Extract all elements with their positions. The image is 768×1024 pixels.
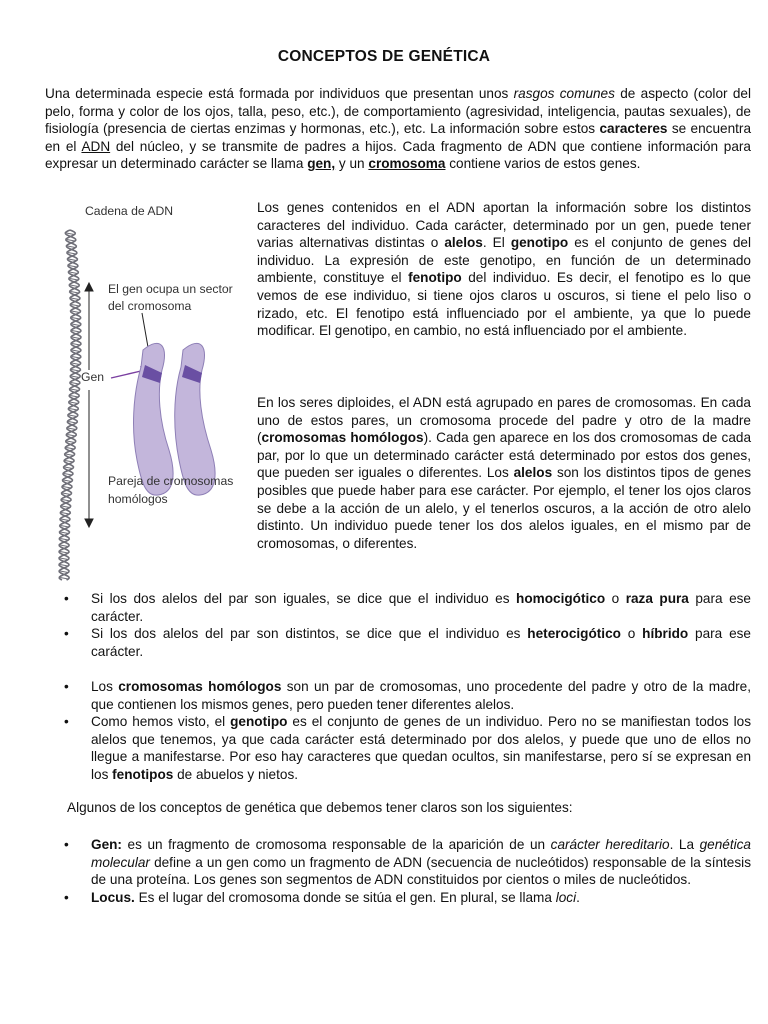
dna-base-pair <box>66 454 74 456</box>
text: del núcleo, y se transmite de padres a hijos. Cada fragmento de ADN que contiene información para expresar un determinado carácter se llama <box>45 138 751 172</box>
dna-base-pair <box>65 467 73 469</box>
dna-base-pair <box>60 552 68 554</box>
text: Si los dos alelos del par son iguales, se dice que el individuo es <box>91 591 517 606</box>
bold-term: genotipo <box>230 714 288 730</box>
dna-base-pair <box>61 513 69 515</box>
genes-paragraph <box>257 199 751 340</box>
concepts-bullet-list <box>64 836 751 906</box>
text: . El <box>482 235 511 251</box>
italic-text: loci <box>555 889 577 905</box>
dna-base-pair <box>70 396 78 398</box>
bold-term: cromosomas homólogos <box>261 430 424 446</box>
bold-term: genotipo <box>510 235 569 251</box>
bullet-icon: • <box>64 889 69 905</box>
dna-base-pair <box>71 383 79 385</box>
text: Una determinada especie está formada por individuos que presentan unos <box>45 86 514 101</box>
bullet-icon: • <box>64 837 69 852</box>
dna-base-pair <box>60 539 68 541</box>
text: . <box>576 889 580 905</box>
dna-base-pair <box>60 532 68 534</box>
dna-base-pair <box>71 298 79 300</box>
dna-base-pair <box>61 519 69 521</box>
dna-base-pair <box>68 259 76 261</box>
text: son los distintos tipos de genes posibles que puede haber para ese carácter. Por ejemplo, el tener los ojos claros se debe a la acción de un alelo, y el tenerlos oscuros, a la acción de otro alelo distinto. Un individuo puede tener los dos alelos iguales, en el mismo par de cromosomas, o diferentes. <box>257 465 751 551</box>
text: para ese carácter. <box>91 626 751 659</box>
text: En los seres diploides, el ADN está agrupado en pares de cromosomas. En cada uno de estos pares, un cromosoma procede del padre y otro de la madre ( <box>257 395 751 446</box>
text: es el conjunto de genes del individuo. La expresión de este genotipo, en función de un determinado ambiente, constituye el <box>257 235 752 286</box>
bold-term: homocigótico <box>516 591 606 606</box>
dna-base-pair <box>64 474 72 476</box>
bold-term: caracteres <box>599 121 668 137</box>
text: . La <box>669 837 700 852</box>
text: Como hemos visto, el <box>91 714 231 730</box>
list-item <box>64 678 751 713</box>
dna-base-pair <box>62 506 70 508</box>
gene-label-line2: del cromosoma <box>108 299 192 313</box>
dna-base-pair <box>72 331 80 333</box>
dna-helix <box>59 230 81 580</box>
diploid-paragraph <box>257 394 751 552</box>
list-item <box>64 590 751 625</box>
dna-base-pair <box>69 272 77 274</box>
text: para ese carácter. <box>91 591 751 624</box>
bold-term: alelos <box>444 235 483 251</box>
dna-base-pair <box>61 526 69 528</box>
bullet-icon: • <box>64 591 69 606</box>
gene-span-arrows <box>85 283 93 527</box>
dna-base-pair <box>71 311 79 313</box>
bullet-icon: • <box>64 626 69 642</box>
gen-label: Gen <box>81 370 105 384</box>
text: Si los dos alelos del par son distintos, se dice que el individuo es <box>91 626 528 642</box>
dna-base-pair <box>60 565 68 567</box>
bullet-icon: • <box>64 679 69 694</box>
text: o <box>620 626 643 642</box>
dna-base-pair <box>64 480 72 482</box>
text: es el conjunto de genes de un individuo. Pero no se manifiestan todos los alelos que tenemos, ya que cada carácter está determinado por dos alelos, y puede que uno de ellos no llegue a manifestarse. Por eso hay caracteres que quedan ocultos, sin manifestarse, pero sí se expresan en los <box>91 714 751 782</box>
text: son un par de cromosomas, uno procedente del padre y otro de la madre, que contienen los mismos genes, pero pueden tener diferentes alelos. <box>91 679 752 712</box>
dna-base-pair <box>60 571 68 573</box>
text: de aspecto (color del pelo, forma y color de los ojos, talla, peso, etc.), de comportamiento (agresividad, inteligencia, pautas sexuales), de fisiología (presencia de ciertas enzimas y hormonas, etc.), etc. La información sobre estos <box>45 86 751 137</box>
bold-term: raza pura <box>625 591 689 606</box>
bold-term: híbrido <box>642 626 689 642</box>
text: se encuentra en el <box>45 121 751 154</box>
text: Es el lugar del cromosoma donde se sitúa el gen. En plural, se llama <box>134 889 556 905</box>
dna-base-pair <box>68 422 76 424</box>
dna-base-pair <box>66 448 74 450</box>
italic-text: carácter hereditario <box>550 837 670 852</box>
intro-paragraph <box>45 85 751 173</box>
concepts-lead: Algunos de los conceptos de genética que debemos tener claros son los siguientes: <box>67 800 573 815</box>
bullet-icon: • <box>64 714 69 730</box>
dna-base-pair <box>72 324 80 326</box>
dna-base-pair <box>72 363 80 365</box>
list-item <box>64 889 751 907</box>
dna-base-pair <box>72 357 80 359</box>
dna-base-pair <box>72 350 80 352</box>
figure-title: Cadena de ADN <box>85 204 174 218</box>
dna-base-pair <box>67 441 75 443</box>
bold-term: Gen: <box>91 837 122 852</box>
dna-base-pair <box>60 578 68 580</box>
text: o <box>605 591 626 606</box>
text: Los <box>91 679 119 694</box>
list-item <box>64 625 751 660</box>
gene-label-line1: El gen ocupa un sector <box>108 282 233 296</box>
dna-base-pair <box>71 305 79 307</box>
dna-base-pair <box>62 500 70 502</box>
page-title: CONCEPTOS DE GENÉTICA <box>277 48 491 65</box>
dna-base-pair <box>71 370 79 372</box>
text: ). Cada gen aparece en los dos cromosomas de cada par, por lo que un determinado carácter está determinado por estos dos genes, que pueden ser iguales o diferentes. Los <box>257 430 752 481</box>
text: define a un gen como un fragmento de ADN (secuencia de nucleótidos) responsable de la síntesis de una proteína. Los genes son segmentos de ADN constituidos por cientos o miles de nucleótidos. <box>91 854 751 888</box>
list-item <box>64 836 751 889</box>
dna-base-pair <box>65 461 73 463</box>
pair-label-line2: homólogos <box>108 492 168 506</box>
bold-term: heterocigótico <box>527 626 621 642</box>
text: del individuo. Es decir, el fenotipo es lo que vemos de ese individuo, si tiene ojos claros u oscuros, si tiene el pelo liso o rizado, etc. El fenotipo está influenciado por el ambiente, ya que lo puede modificar. El genotipo, en cambio, no está influenciado por el ambiente. <box>257 270 751 339</box>
bold-term: fenotipos <box>112 766 174 782</box>
bold-term: Locus. <box>91 889 135 905</box>
homologous-bullet-list <box>64 678 751 784</box>
text: Los genes contenidos en el ADN aportan la información sobre los distintos caracteres del individuo. Cada carácter, determinado por un gen, puede tener varias alternativas distintas o <box>257 200 751 251</box>
dna-base-pair <box>60 558 68 560</box>
bold-term: fenotipo <box>408 270 462 286</box>
dna-base-pair <box>67 435 75 437</box>
dna-base-pair <box>70 402 78 404</box>
dna-base-pair <box>70 285 78 287</box>
italic-text: genética molecular <box>91 837 751 870</box>
bold-term: gen, <box>307 156 336 172</box>
dna-base-pair <box>71 376 79 378</box>
text: de abuelos y nietos. <box>173 766 299 782</box>
dna-base-pair <box>72 344 80 346</box>
dna-base-pair <box>69 409 77 411</box>
dna-base-pair <box>63 493 71 495</box>
text: contiene varios de estos genes. <box>445 156 641 172</box>
dna-base-pair <box>72 318 80 320</box>
text: y un <box>335 156 369 172</box>
list-item <box>64 713 751 783</box>
dna-base-pair <box>71 389 79 391</box>
pair-label-line1: Pareja de cromosomas <box>108 474 234 488</box>
bold-term: cromosomas homólogos <box>118 679 282 694</box>
underlined-term: ADN <box>81 138 111 154</box>
dna-base-pair <box>69 415 77 417</box>
dna-illustration <box>45 195 250 590</box>
chromosome-left <box>134 343 174 495</box>
dna-base-pair <box>72 337 80 339</box>
dna-base-pair <box>68 428 76 430</box>
dna-strand <box>59 230 81 580</box>
chromosome-right <box>175 343 215 495</box>
text: es un fragmento de cromosoma responsable de la aparición de un <box>121 837 551 852</box>
dna-base-pair <box>60 545 68 547</box>
bold-term: cromosoma <box>368 156 446 172</box>
allele-bullet-list <box>64 590 751 660</box>
italic-text: rasgos comunes <box>513 86 615 101</box>
dna-base-pair <box>63 487 71 489</box>
dna-chromosome-figure <box>45 195 250 590</box>
bold-term: alelos <box>513 465 553 481</box>
